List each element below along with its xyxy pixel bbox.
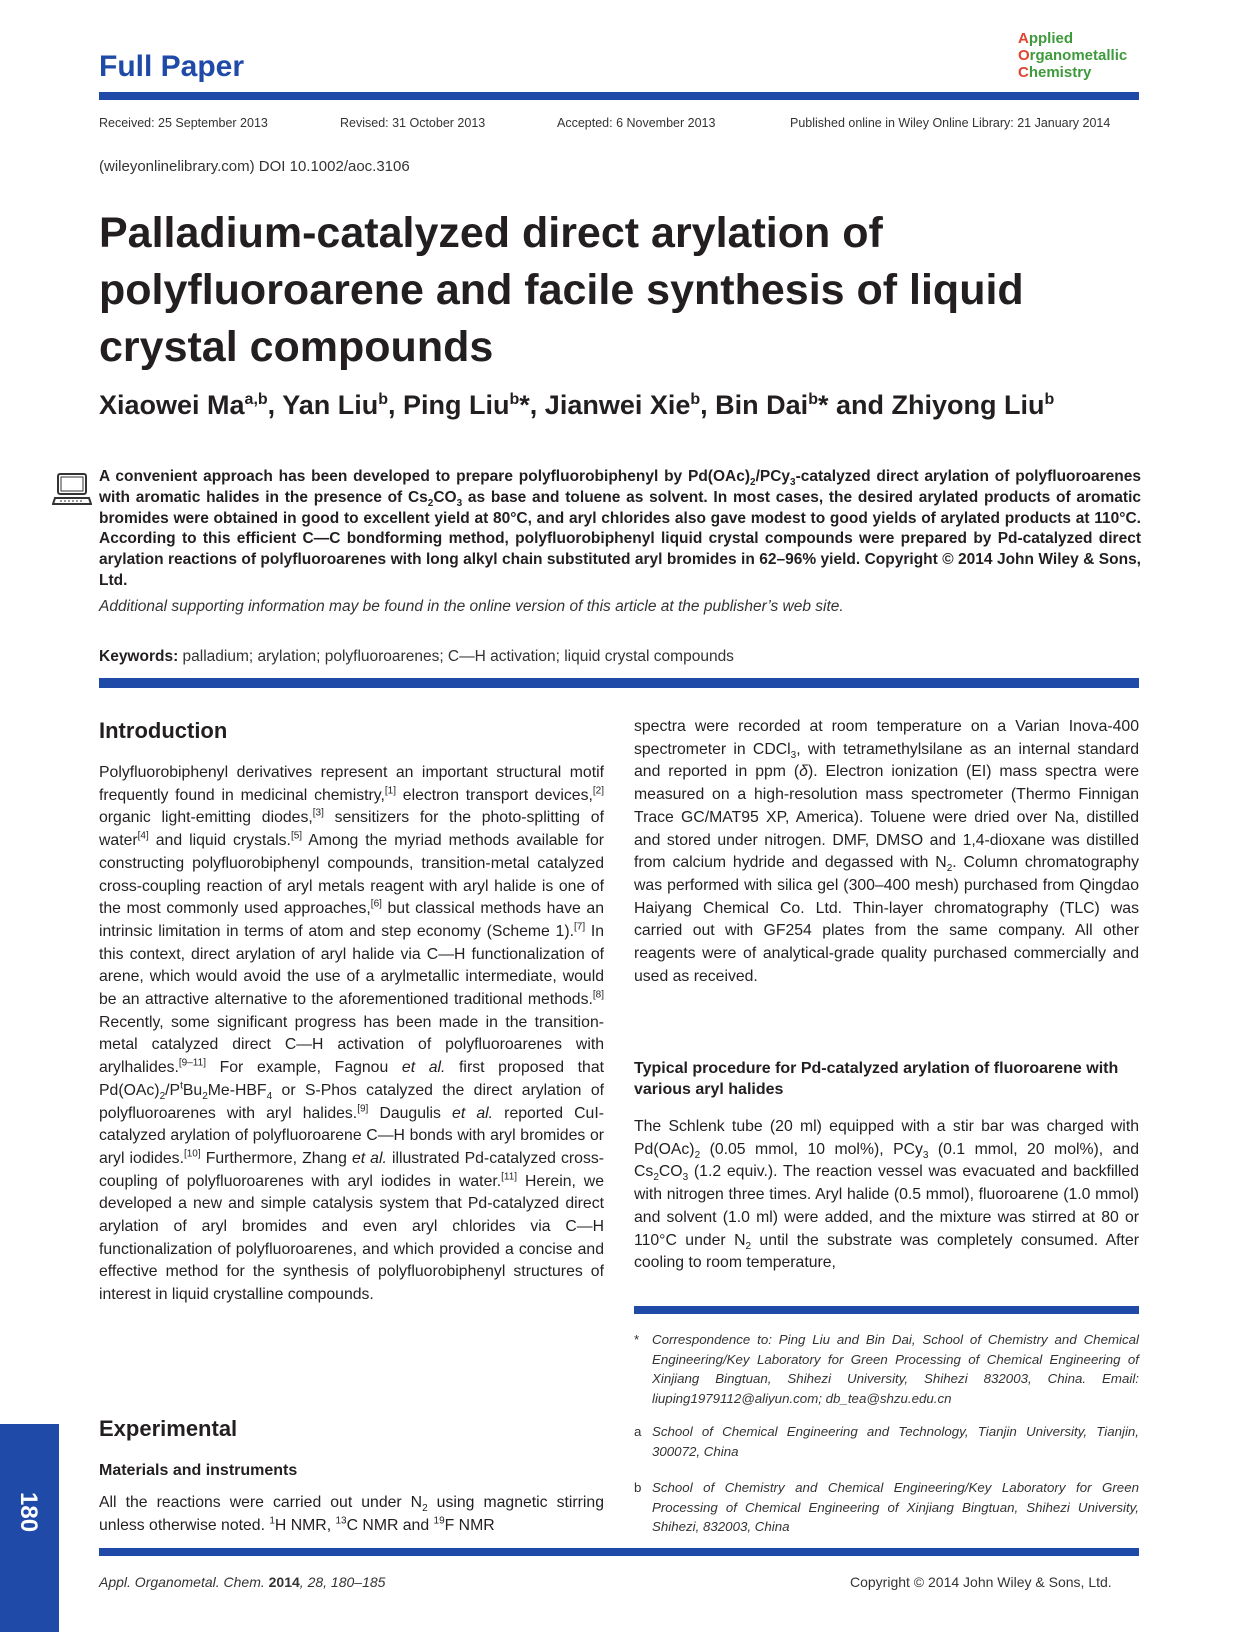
experimental-heading: Experimental — [99, 1416, 238, 1441]
logo-line-3: hemistry — [1028, 64, 1092, 81]
text-run: Bu — [182, 1081, 203, 1099]
footnote-rule — [634, 1306, 1139, 1314]
article-type-label: Full Paper — [99, 50, 245, 83]
superscript[interactable]: [11] — [501, 1171, 518, 1183]
footer-rule — [99, 1548, 1139, 1556]
text-run: . Column chromatography was performed with silica gel (300–400 mesh) purchased from Qingdao Haiyang Chemical Co. Ltd. Thin-layer chromatography (TLC) was carried out with GF254 plates from the same company. All other reagents were of analytical-grade quality purchased commercially and used as received. — [634, 854, 1140, 985]
author-separator: * and — [817, 390, 892, 420]
superscript[interactable]: [4] — [137, 830, 149, 842]
text-run: Recently, some significant progress has been made in the transition-metal catalyzed direct C—H activation of polyfluoroarenes with arylhalides. — [99, 1013, 604, 1077]
affiliation-b — [634, 1478, 1139, 1537]
author-separator: , — [700, 390, 716, 420]
journal-logo: Applied Organometallic Chemistry — [1018, 30, 1128, 81]
correspondence-footnote — [634, 1330, 1139, 1408]
footnote-mark: a — [634, 1424, 642, 1439]
subscript: 2 — [745, 1240, 752, 1252]
text-run: The Schlenk tube (20 ml) equipped with a stir bar was charged with Pd(OAc) — [634, 1118, 1139, 1158]
subscript: 3 — [922, 1149, 929, 1161]
text-run: Daugulis — [368, 1104, 453, 1122]
affiliation-a — [634, 1422, 1139, 1461]
correspondence-text: Correspondence to: Ping Liu and Bin Dai, School of Chemistry and Chemical Engineering/Key Laboratory for Green Processing of Chemical Engineering of Xinjiang Bingtuan, Shihezi University, Shihezi 832003, China. Email: liuping1979112@aliyun.com; db_tea@shzu.edu.cn — [652, 1332, 1139, 1406]
affiliation-a-text: School of Chemical Engineering and Technology, Tianjin University, Tianjin, 300072, China — [652, 1424, 1139, 1459]
accepted-date: Accepted: 6 November 2013 — [557, 116, 716, 130]
author-name: Zhiyong Liu — [891, 390, 1045, 420]
computer-icon — [52, 472, 92, 508]
author-list — [99, 390, 1149, 421]
author-name: Bin Dai — [715, 390, 809, 420]
received-date: Received: 25 September 2013 — [99, 116, 268, 130]
footer-journal: Appl. Organometal. Chem. — [99, 1574, 265, 1590]
italic-text: et al. — [351, 1149, 387, 1167]
text-run: until the substrate was completely consumed. After cooling to room temperature, — [634, 1231, 1139, 1272]
abstract-rule — [99, 678, 1139, 688]
text-run: Me-HBF — [207, 1081, 267, 1099]
keywords — [99, 648, 734, 666]
author-separator: *, — [519, 390, 545, 420]
footnote-mark: b — [634, 1480, 642, 1495]
text-run: first proposed that Pd(OAc) — [99, 1059, 604, 1099]
author-name: Jianwei Xie — [544, 390, 691, 420]
text-run: or S-Phos catalyzed the direct arylation of polyfluoroarenes with aryl halides. — [99, 1081, 604, 1122]
superscript[interactable]: [1] — [384, 785, 397, 797]
text-run: For example, Fagnou — [205, 1059, 402, 1077]
text-run: Herein, we developed a new and simple catalysis system that Pd-catalyzed direct arylation of aryl bromides and even aryl chlorides via C—H functionalization of polyfluoroarenes, and which provided a concise and effective method for the synthesis of polyfluorobiphenyl structures of interest in liquid crystalline compounds. — [99, 1172, 604, 1304]
superscript[interactable]: [6] — [370, 898, 382, 910]
introduction-text — [99, 762, 604, 1307]
supporting-info-note: Additional supporting information may be found in the online version of this article at the publisher’s web site. — [99, 598, 844, 615]
text-run: ). Electron ionization (EI) mass spectra were measured on a high-resolution mass spectrometer (Thermo Finnigan Trace GC/MAT95 XP, America). Toluene were dried over Na, distilled and stored under nitrogen. DMF, DMSO and 1,4-dioxane was distilled from calcium hydride and degassed with N — [634, 763, 1140, 872]
materials-text-continued — [634, 716, 1139, 988]
superscript[interactable]: [10] — [183, 1148, 201, 1160]
author-affiliation: b — [378, 391, 388, 408]
author-affiliation: a,b — [244, 391, 268, 408]
subscript: 2 — [946, 863, 953, 875]
materials-text — [99, 1492, 604, 1537]
procedure-text — [634, 1116, 1139, 1275]
published-date: Published online in Wiley Online Library: 21 January 2014 — [790, 116, 1111, 130]
text-run: organic light-emitting diodes, — [99, 809, 313, 827]
text-run: , with tetramethylsilane as an internal standard and reported in ppm ( — [634, 740, 1140, 781]
superscript: t — [180, 1080, 183, 1092]
article-title: Palladium-catalyzed direct arylation of polyfluoroarene and facile synthesis of liquid crystal compounds — [99, 209, 1024, 371]
subscript: 2 — [159, 1091, 166, 1102]
italic-text: δ — [799, 763, 808, 781]
footer-citation — [99, 1574, 385, 1590]
author-affiliation: b — [808, 391, 818, 408]
keywords-text: palladium; arylation; polyfluoroarenes; C—H activation; liquid crystal compounds — [178, 648, 734, 665]
footer-volume-pages: , 28, 180–185 — [299, 1574, 386, 1590]
text-run: C NMR and — [346, 1516, 434, 1534]
author-affiliation: b — [509, 391, 520, 408]
text-run: and liquid crystals. — [148, 832, 291, 850]
text-run: /P — [165, 1081, 181, 1099]
superscript[interactable]: [5] — [290, 830, 303, 842]
text-run: CO — [658, 1163, 683, 1181]
subscript: 2 — [422, 1503, 428, 1515]
text-run: H NMR, — [274, 1516, 336, 1534]
superscript[interactable]: [9] — [357, 1103, 369, 1115]
author-separator: , — [267, 390, 283, 420]
subscript: 3 — [682, 1172, 689, 1184]
page-number: 180 — [15, 1492, 42, 1533]
footnote-mark: * — [634, 1332, 640, 1347]
revised-date: Revised: 31 October 2013 — [340, 116, 486, 130]
italic-text: et al. — [452, 1104, 494, 1122]
author-affiliation: b — [690, 391, 701, 408]
text-run: sensitizers for the photo-splitting of water — [99, 809, 604, 850]
text-run: spectra were recorded at room temperature on a Varian Inova-400 spectrometer in CDCl — [634, 718, 1139, 758]
logo-line-1: pplied — [1028, 30, 1074, 47]
superscript[interactable]: [3] — [312, 808, 324, 820]
text-run: reported CuI-catalyzed arylation of polyfluoroarene C—H bonds with aryl bromides or aryl iodides. — [99, 1104, 604, 1167]
text-run: Furthermore, Zhang — [200, 1149, 352, 1167]
footer-copyright: Copyright © 2014 John Wiley & Sons, Ltd. — [850, 1574, 1112, 1590]
text-run: (0.1 mmol, 20 mol%), and Cs — [634, 1140, 1139, 1181]
procedure-heading: Typical procedure for Pd-catalyzed arylation of fluoroarene with various aryl halides — [634, 1060, 1119, 1098]
header-rule — [99, 92, 1139, 100]
text-run: F NMR — [444, 1516, 495, 1534]
subscript: 2 — [653, 1172, 659, 1184]
text-run: illustrated Pd-catalyzed cross-coupling of polyfluoroarenes with aryl iodides in water. — [99, 1149, 604, 1190]
superscript[interactable]: [9–11] — [178, 1057, 206, 1069]
subscript: 2 — [694, 1149, 701, 1161]
superscript: 13 — [335, 1515, 347, 1527]
subscript: 4 — [266, 1091, 273, 1102]
author-name: Yan Liu — [282, 390, 379, 420]
superscript: 1 — [269, 1515, 275, 1527]
text-run: electron transport devices, — [396, 786, 593, 804]
author-affiliation: b — [1044, 391, 1055, 408]
subscript: 3 — [790, 749, 797, 761]
superscript[interactable]: [8] — [592, 989, 604, 1001]
affiliation-b-text: School of Chemistry and Chemical Engineering/Key Laboratory for Green Processing of Chemical Engineering of Xinjiang Bingtuan, Shihezi University, Shihezi, 832003, China — [652, 1480, 1139, 1534]
text-run: Among the myriad methods available for constructing polyfluorobiphenyl compounds, transition-metal catalyzed cross-coupling reaction of aryl metals reagent with aryl halide is one of the most commonly used approaches, — [99, 832, 605, 918]
superscript[interactable]: [2] — [592, 785, 604, 797]
text-run: but classical methods have an intrinsic limitation in terms of atom and step economy (Scheme 1). — [99, 900, 605, 940]
keywords-label: Keywords: — [99, 648, 179, 665]
author-name: Ping Liu — [403, 390, 510, 420]
italic-text: et al. — [401, 1059, 446, 1077]
superscript[interactable]: [7] — [573, 921, 586, 933]
doi[interactable]: (wileyonlinelibrary.com) DOI 10.1002/aoc.3106 — [99, 158, 410, 175]
author-separator: , — [388, 390, 404, 420]
text-run: using magnetic stirring unless otherwise noted. — [99, 1494, 604, 1534]
superscript: 19 — [433, 1515, 445, 1527]
subscript: 2 — [202, 1091, 208, 1102]
materials-heading: Materials and instruments — [99, 1462, 298, 1479]
introduction-heading: Introduction — [99, 718, 228, 743]
abstract: A convenient approach has been developed to prepare polyfluorobiphenyl by $Pd(OAc)_2/PCy_3$-catalyzed direct arylation of polyfluoroarenes with aromatic halides in the presence of $Cs_2CO_3$ as base and toluene as solvent. In most cases, the desired arylated products of aromatic bromides were obtained in good to excellent yield at 80°C, and aryl chlorides also gave modest to good yields of arylated products at 110°C. According to this efficient C—C bondforming method, polyfluorobiphenyl liquid crystal compounds were prepared by Pd-catalyzed direct arylation reactions of polyfluoroarenes with long alkyl chain substituted aryl bromides in 62–96% yield. Copyright © 2014 John Wiley & Sons, Ltd. — [99, 468, 1141, 589]
footer-year: 2014 — [268, 1574, 300, 1590]
author-name: Xiaowei Ma — [99, 390, 245, 420]
text-run: All the reactions were carried out under N — [99, 1494, 423, 1511]
text-run: In this context, direct arylation of aryl halide via C—H functionalization of arene, which would avoid the use of a arylmetallic intermediate, would be an attractive alternative to the aforementioned traditional methods. — [99, 922, 604, 1009]
text-run: (1.2 equiv.). The reaction vessel was evacuated and backfilled with nitrogen three times. Aryl halide (0.5 mmol), fluoroarene (1.0 mmol) and solvent (1.0 ml) were added, and the mixture was stirred at 80 or 110°C under N — [634, 1163, 1139, 1249]
text-run: (0.05 mmol, 10 mol%), PCy — [700, 1140, 923, 1158]
text-run: Polyfluorobiphenyl derivatives represent an important structural motif frequently found in medicinal chemistry, — [99, 764, 604, 804]
logo-line-2: rganometallic — [1029, 47, 1128, 64]
